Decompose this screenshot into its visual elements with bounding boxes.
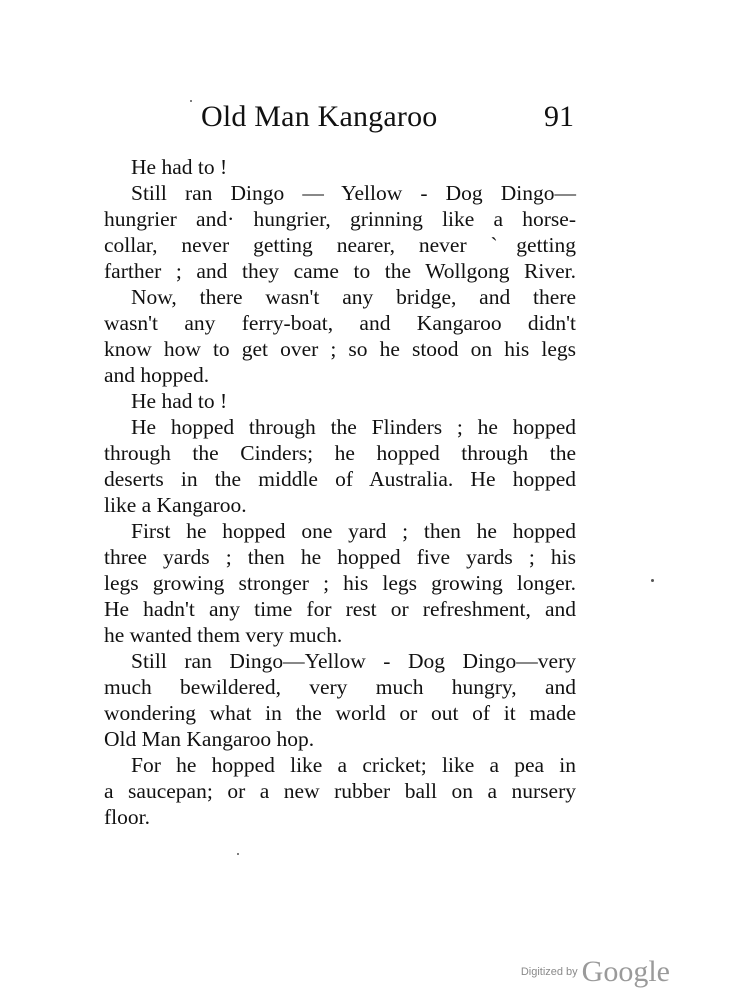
text-line: know how to get over ; so he stood on his legs xyxy=(104,337,576,361)
paragraph xyxy=(104,752,576,830)
paragraph xyxy=(104,180,576,284)
paragraph xyxy=(104,388,576,414)
text-line: He hadn't any time for rest or refreshment, and xyxy=(104,597,576,621)
text-line: wasn't any ferry-boat, and Kangaroo didn't xyxy=(104,311,576,335)
scan-speck xyxy=(237,853,239,855)
text-line: deserts in the middle of Australia. He hopped xyxy=(104,467,576,491)
digitization-watermark xyxy=(521,955,670,989)
text-line: floor. xyxy=(104,805,150,829)
text-line: Still ran Dingo—Yellow - Dog Dingo—very xyxy=(131,649,576,673)
text-line: and hopped. xyxy=(104,363,210,387)
text-line: wondering what in the world or out of it made xyxy=(104,701,576,725)
paragraph xyxy=(104,154,576,180)
text-line: collar, never getting nearer, never ˋgetting xyxy=(104,233,576,257)
text-line: For he hopped like a cricket; like a pea in xyxy=(131,753,576,777)
text-line: He had to ! xyxy=(131,389,228,413)
text-line: He had to ! xyxy=(131,155,228,179)
text-line: Now, there wasn't any bridge, and there xyxy=(131,285,576,309)
text-line: he wanted them very much. xyxy=(104,623,343,647)
text-line: much bewildered, very much hungry, and xyxy=(104,675,576,699)
text-line: hungrier and· hungrier, grinning like a horse- xyxy=(104,207,576,231)
text-line: Still ran Dingo — Yellow - Dog Dingo— xyxy=(131,181,576,205)
page-number: 91 xyxy=(544,100,574,133)
text-line: through the Cinders; he hopped through the xyxy=(104,441,576,465)
page-header xyxy=(104,100,574,140)
scan-speck xyxy=(651,579,654,582)
body-text xyxy=(104,154,576,830)
text-line: legs growing stronger ; his legs growing longer. xyxy=(104,571,576,595)
digitized-label: Digitized by xyxy=(520,966,578,978)
text-line: a saucepan; or a new rubber ball on a nursery xyxy=(104,779,576,803)
text-line: like a Kangaroo. xyxy=(104,493,247,517)
text-line: Old Man Kangaroo hop. xyxy=(104,727,315,751)
paragraph xyxy=(104,518,576,648)
paragraph xyxy=(104,284,576,388)
scan-speck xyxy=(190,100,192,102)
google-logo: Google xyxy=(581,955,670,988)
paragraph xyxy=(104,414,576,518)
text-line: three yards ; then he hopped five yards ; his xyxy=(104,545,576,569)
paragraph xyxy=(104,648,576,752)
text-line: farther ; and they came to the Wollgong River. xyxy=(104,259,576,283)
running-head: Old Man Kangaroo xyxy=(201,100,438,133)
text-line: First he hopped one yard ; then he hopped xyxy=(131,519,576,543)
text-line: He hopped through the Flinders ; he hopped xyxy=(131,415,576,439)
